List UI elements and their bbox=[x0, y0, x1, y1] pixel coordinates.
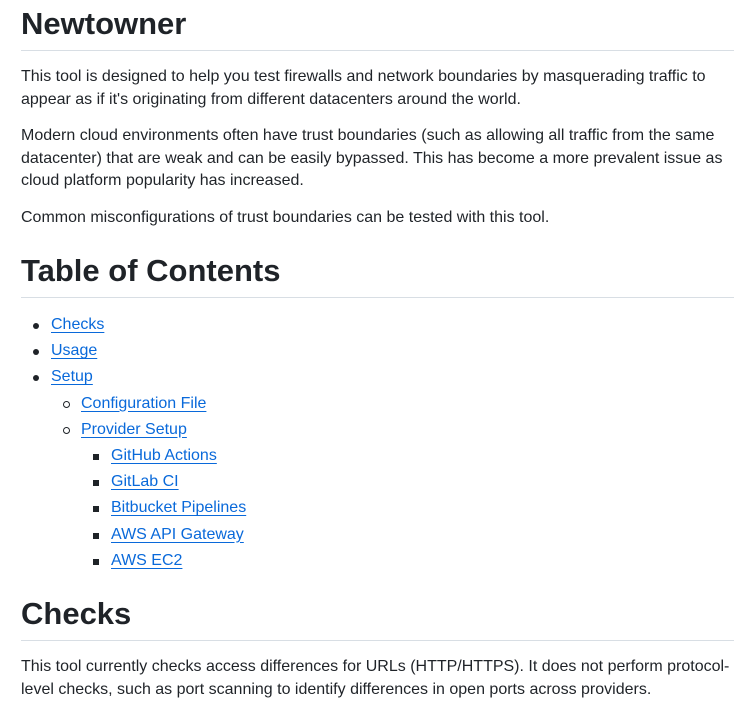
toc-item-gitlab-ci bbox=[111, 471, 734, 494]
toc-provider-sublist bbox=[81, 445, 734, 572]
toc-link-usage[interactable]: Usage bbox=[51, 342, 98, 360]
toc-item-provider-setup bbox=[81, 419, 734, 572]
toc-heading: Table of Contents bbox=[21, 251, 734, 298]
toc-link-gitlab-ci[interactable]: GitLab CI bbox=[111, 473, 179, 491]
toc-link-bitbucket-pipelines[interactable]: Bitbucket Pipelines bbox=[111, 499, 247, 517]
toc-item-github-actions bbox=[111, 445, 734, 468]
toc-item-setup bbox=[51, 366, 734, 572]
intro-paragraph-2: Modern cloud environments often have trust boundaries (such as allowing all traffic from the same datacenter) that are weak and can be easily bypassed. This has become a more prevalent issue as cloud platform popularity has increased. bbox=[21, 127, 723, 189]
toc-item-configuration-file bbox=[81, 393, 734, 416]
page-title: Newtowner bbox=[21, 4, 734, 51]
intro-paragraph-3: Common misconfigurations of trust boundaries can be tested with this tool. bbox=[21, 208, 550, 226]
toc-link-configuration-file[interactable]: Configuration File bbox=[81, 394, 207, 412]
toc-link-aws-api-gateway[interactable]: AWS API Gateway bbox=[111, 525, 244, 543]
toc-link-github-actions[interactable]: GitHub Actions bbox=[111, 446, 217, 464]
toc-link-checks[interactable]: Checks bbox=[51, 316, 105, 333]
table-of-contents bbox=[21, 314, 734, 572]
toc-link-provider-setup[interactable]: Provider Setup bbox=[81, 420, 187, 438]
toc-link-aws-ec2[interactable]: AWS EC2 bbox=[111, 551, 183, 569]
toc-item-aws-ec2 bbox=[111, 550, 734, 573]
toc-setup-sublist bbox=[51, 393, 734, 573]
toc-link-setup[interactable]: Setup bbox=[51, 368, 93, 386]
intro-paragraph-1: This tool is designed to help you test firewalls and network boundaries by masquerading traffic to appear as if it's originating from different datacenters around the world. bbox=[21, 68, 706, 108]
toc-item-usage bbox=[51, 340, 734, 363]
toc-item-bitbucket-pipelines bbox=[111, 497, 734, 520]
readme-document bbox=[0, 4, 753, 704]
toc-item-checks bbox=[51, 314, 734, 337]
toc-item-aws-api-gateway bbox=[111, 524, 734, 547]
checks-paragraph: This tool currently checks access differences for URLs (HTTP/HTTPS). It does not perform protocol-level checks, such as port scanning to identify differences in open ports across providers. bbox=[21, 658, 730, 698]
checks-heading: Checks bbox=[21, 594, 734, 641]
